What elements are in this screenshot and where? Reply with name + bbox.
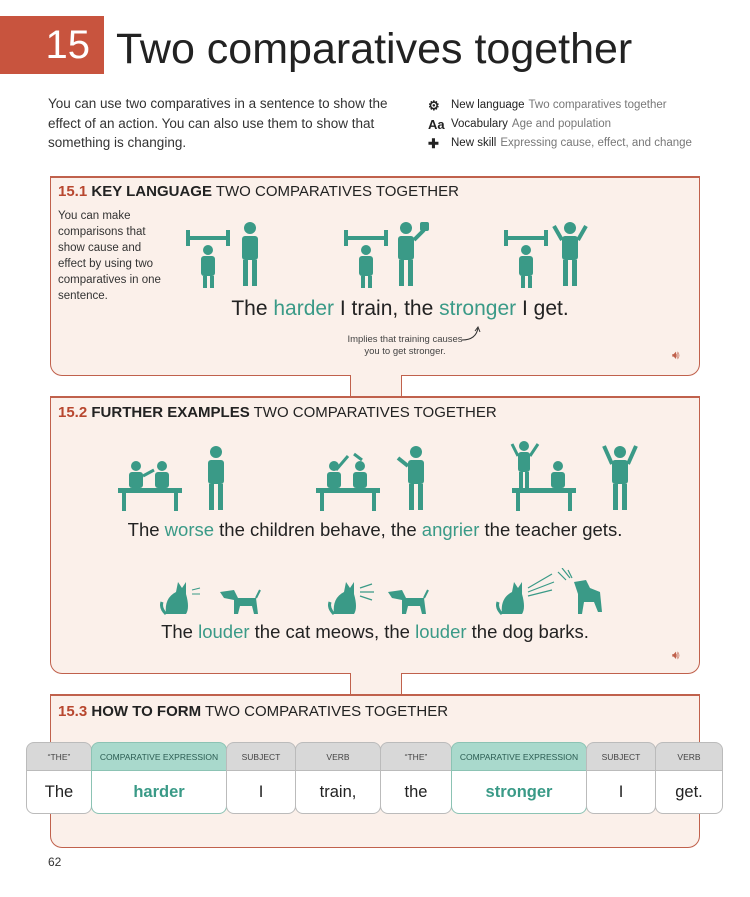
weightlifter-illustration: [182, 218, 602, 290]
tile-word: The: [26, 770, 92, 814]
intro-text: You can use two comparatives in a sentence to show the effect of an action. You can also use them to show that something is changing.: [48, 96, 388, 150]
section-heading-15-1: [58, 183, 459, 200]
tile-header: “THE”: [26, 742, 92, 770]
tile-header: VERB: [295, 742, 381, 770]
chapter-number: 15: [0, 16, 104, 74]
tile-header: VERB: [655, 742, 723, 770]
sentence-part: The: [231, 297, 274, 320]
info-row-vocabulary: [428, 115, 692, 134]
audio-speaker-icon[interactable]: 🔊︎: [672, 348, 680, 362]
sentence-part: I get.: [516, 297, 569, 320]
formula-tile-subject: [226, 742, 296, 814]
tile-header: COMPARATIVE EXPRESSION: [91, 742, 227, 770]
sentence-part: I train, the: [334, 297, 440, 320]
section-rest: TWO COMPARATIVES TOGETHER: [215, 183, 459, 200]
sentence-part: the dog barks.: [466, 621, 589, 642]
section-key: HOW TO FORM: [91, 703, 202, 720]
info-row-language: [428, 96, 692, 115]
info-value: Expressing cause, effect, and change: [500, 137, 692, 149]
tile-header: SUBJECT: [586, 742, 656, 770]
comparative-word: louder: [415, 621, 467, 642]
classroom-scene-1: [118, 446, 224, 511]
info-value: Age and population: [511, 118, 612, 130]
formula-tile-comparative: [91, 742, 227, 814]
panel-connector: [350, 673, 402, 695]
page-number: 62: [48, 855, 62, 869]
side-note: You can make comparisons that show cause and effect by using two comparatives in one sentence.: [58, 210, 161, 302]
cat-dog-illustration: [160, 568, 610, 620]
gears-icon: ⚙: [428, 97, 440, 113]
info-label: New language: [451, 99, 525, 111]
sentence-part: the children behave, the: [214, 519, 422, 540]
lifter-group-2: [344, 222, 429, 288]
section-number: 15.1: [58, 183, 88, 200]
formula-tile-verb: [655, 742, 723, 814]
comparative-word: harder: [273, 297, 335, 320]
aa-icon: Aa: [428, 116, 445, 132]
info-label: Vocabulary: [451, 118, 508, 130]
annotation-arrow-icon: [460, 326, 484, 344]
formula-tile-subject: [586, 742, 656, 814]
formula-tile-the: [26, 742, 92, 814]
cat-dog-scene-1: [162, 582, 261, 614]
page-title: Two comparatives together: [116, 25, 633, 73]
section-heading-15-2: [58, 404, 497, 421]
example-sentence-2: [80, 621, 670, 643]
tile-word: I: [586, 770, 656, 814]
section-key: FURTHER EXAMPLES: [91, 404, 250, 421]
formula-tile-comparative: [451, 742, 587, 814]
annotation-note: Implies that training causes you to get stronger.: [347, 334, 463, 357]
cat-dog-scene-3: [498, 568, 603, 614]
section-number: 15.2: [58, 404, 88, 421]
sentence-part: The: [127, 519, 165, 540]
key-sentence: [150, 297, 650, 321]
comparative-word: worse: [164, 519, 215, 540]
lifter-group-3: [504, 222, 586, 288]
section-heading-15-3: [58, 703, 448, 720]
sentence-part: the cat meows, the: [249, 621, 416, 642]
info-value: Two comparatives together: [528, 99, 667, 111]
comparative-word: angrier: [421, 519, 480, 540]
tile-word: stronger: [451, 770, 587, 814]
section-rest: TWO COMPARATIVES TOGETHER: [205, 703, 449, 720]
tile-header: “THE”: [380, 742, 452, 770]
section-key: KEY LANGUAGE: [91, 183, 212, 200]
comparative-word: louder: [198, 621, 250, 642]
tile-word: train,: [295, 770, 381, 814]
tile-word: I: [226, 770, 296, 814]
tile-header: SUBJECT: [226, 742, 296, 770]
tile-header: COMPARATIVE EXPRESSION: [451, 742, 587, 770]
cat-dog-scene-2: [330, 582, 429, 614]
classroom-illustration: [116, 440, 646, 516]
formula-tile-the: [380, 742, 452, 814]
classroom-scene-3: [512, 441, 636, 511]
lifter-group-1: [186, 222, 258, 288]
example-sentence-1: [80, 519, 670, 541]
panel-connector: [350, 375, 402, 397]
audio-speaker-icon[interactable]: 🔊︎: [672, 648, 680, 662]
section-number: 15.3: [58, 703, 88, 720]
classroom-scene-2: [316, 446, 424, 511]
tile-word: harder: [91, 770, 227, 814]
sentence-part: the teacher gets.: [479, 519, 623, 540]
info-row-skill: [428, 134, 692, 153]
info-box: [428, 96, 692, 153]
comparative-word: stronger: [439, 297, 517, 320]
section-rest: TWO COMPARATIVES TOGETHER: [253, 404, 497, 421]
info-label: New skill: [451, 137, 497, 149]
puzzle-icon: ✚: [428, 135, 439, 151]
formula-tile-verb: [295, 742, 381, 814]
sentence-part: The: [161, 621, 199, 642]
tile-word: get.: [655, 770, 723, 814]
tile-word: the: [380, 770, 452, 814]
